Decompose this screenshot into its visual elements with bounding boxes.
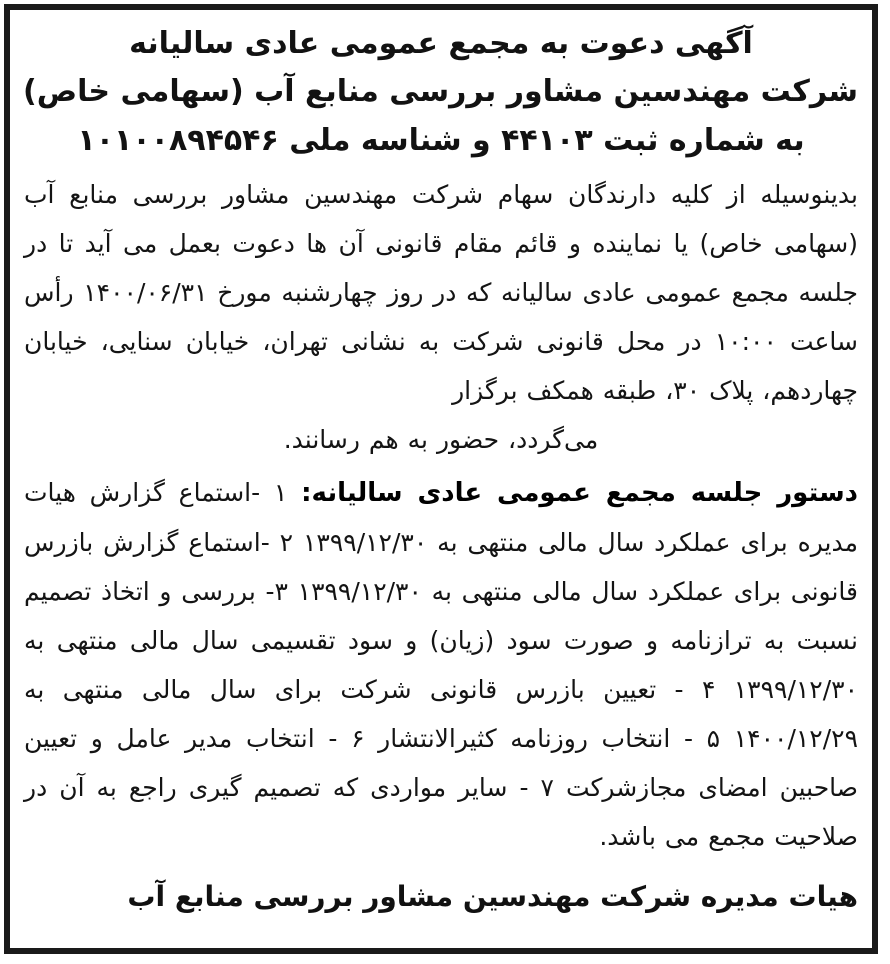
agenda-paragraph <box>24 468 858 861</box>
heading-line-1: آگهی دعوت به مجمع عمومی عادی سالیانه <box>129 26 753 61</box>
signature-line: هیات مدیره شرکت مهندسین مشاور بررسی منابع آب <box>127 880 858 913</box>
agenda-title: دستور جلسه مجمع عمومی عادی سالیانه: <box>301 478 858 508</box>
intro-paragraph <box>24 170 858 464</box>
heading-line-2: شرکت مهندسین مشاور بررسی منابع آب (سهامی خاص) <box>23 74 858 109</box>
notice-heading <box>24 20 858 166</box>
notice-content <box>10 10 872 929</box>
heading-line-3: به شماره ثبت ۴۴۱۰۳ و شناسه ملی ۱۰۱۰۰۸۹۴۵۴۶ <box>77 123 805 158</box>
notice-frame <box>4 4 878 954</box>
agenda-items-text: ۱ -استماع گزارش هیات مدیره برای عملکرد سال مالی منتهی به ۱۳۹۹/۱۲/۳۰ ۲ -استماع گزارش بازرس قانونی برای عملکرد سال مالی منتهی به ۱۳۹۹/۱۲/۳۰ ۳- بررسی و اتخاذ تصمیم نسبت به ترازنامه و صورت سود (زیان) و سود تقسیمی سال مالی منتهی به ۱۳۹۹/۱۲/۳۰ ۴ - تعیین بازرس قانونی شرکت برای سال مالی منتهی به ۱۴۰۰/۱۲/۲۹ ۵ - انتخاب روزنامه کثیرالانتشار ۶ - انتخاب مدیر عامل و تعیین صاحبین امضای مجازشرکت ۷ - سایر مواردی که تصمیم گیری راجع به آن در صلاحیت مجمع می باشد. <box>24 478 859 851</box>
intro-paragraph-closing: می‌گردد، حضور به هم رسانند. <box>283 425 599 454</box>
intro-paragraph-text: بدینوسیله از کلیه دارندگان سهام شرکت مهندسین مشاور بررسی منابع آب (سهامی خاص) یا نماینده و قائم مقام قانونی آن ها دعوت بعمل می آید تا در جلسه مجمع عمومی عادی سالیانه که در روز چهارشنبه مورخ ۱۴۰۰/۰۶/۳۱ رأس ساعت ۱۰:۰۰ در محل قانونی شرکت به نشانی تهران، خیابان سنایی، خیابان چهاردهم، پلاک ۳۰، طبقه همکف برگزار <box>24 180 858 405</box>
